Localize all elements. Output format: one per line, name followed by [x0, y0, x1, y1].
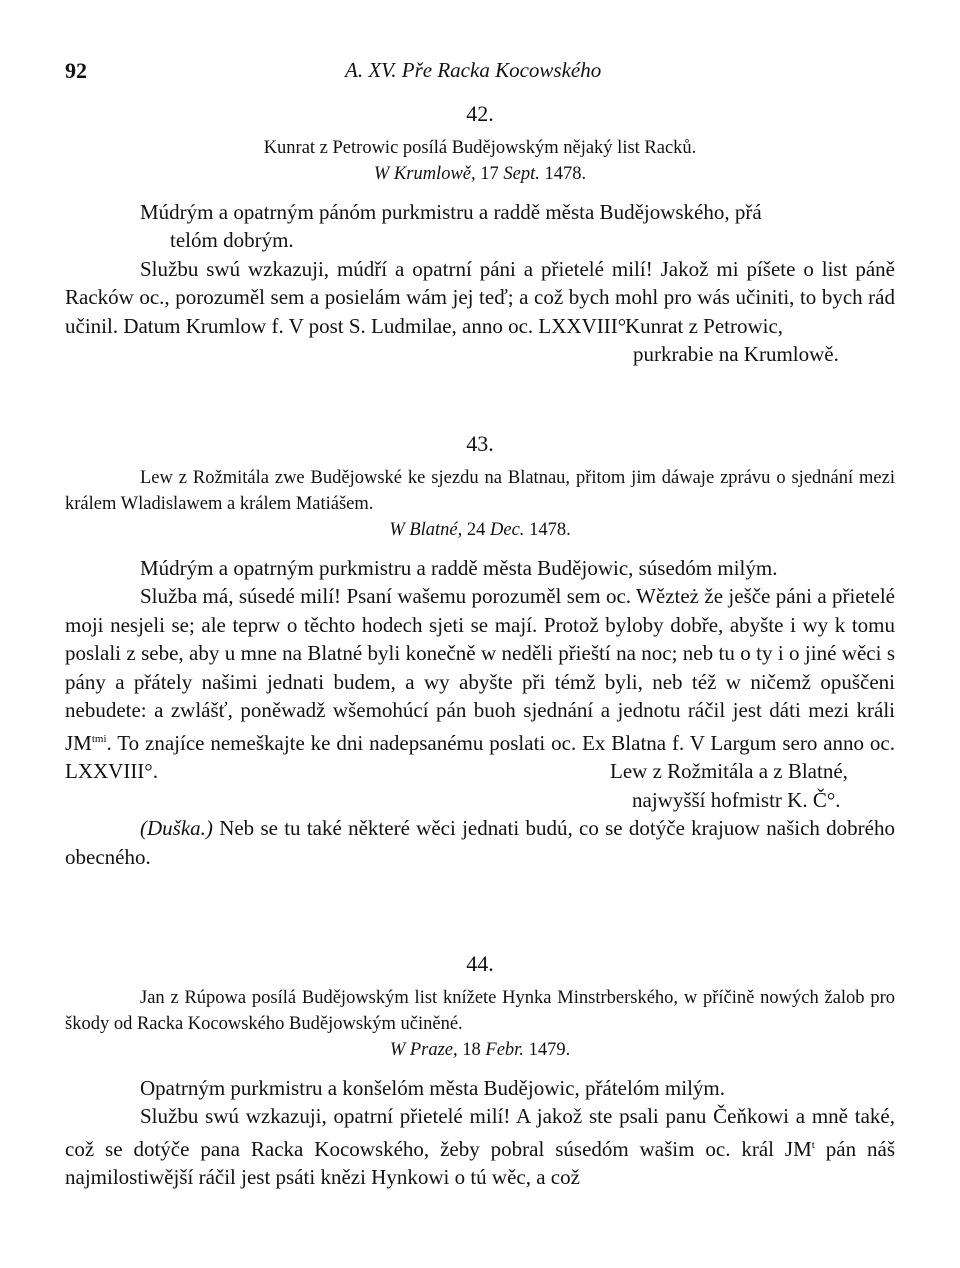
dateline-place: W Blatné, [389, 519, 463, 540]
postscript-text: Neb se tu také některé wěci jednati budú, co se dotýče krajuow našich dobrého obecného. [65, 816, 895, 869]
signature-line: Lew z Rožmitála a z Blatné, [610, 759, 848, 783]
signature-line: Kunrat z Petrowic, [625, 313, 784, 338]
letter-body-text: . To znajíce nemeškajte ke dni nadepsanému poslati oc. Ex Blatna f. V Largum sero anno oc. LXXVIII°. [65, 730, 895, 783]
document-number: 42. [466, 101, 494, 126]
dateline-month: Febr. [485, 1039, 524, 1060]
document-number: 43. [466, 431, 494, 456]
dateline-month: Sept. [503, 163, 540, 184]
salutation-line: Múdrým a opatrným pánóm purkmistru a raddě města Budějowského, přá [140, 199, 762, 224]
dateline-year: 1478. [529, 519, 571, 540]
postscript [65, 814, 895, 871]
dateline-day: 17 [480, 163, 499, 184]
salutation-line: Opatrným purkmistru a konšelóm města Budějowic, přátelóm milým. [140, 1075, 725, 1100]
dateline-month: Dec. [490, 519, 525, 540]
document-42 [65, 100, 895, 369]
dateline [65, 517, 895, 544]
document-summary: Jan z Rúpowa posílá Budějowským list knížete Hynka Minstrberského, w příčině nowých žalob pro škody od Racka Kocowského Budějowským učiněné. [65, 987, 895, 1034]
letter-body: Službu swú wzkazuji, múdří a opatrní páni a přietelé milí! Jakož mi píšete o list páně Racków oc., porozuměl sem a posielám wám jej teď; a což bych mohl pro wás učiniti, to bych rád učinil. Datum Krumlow f. V post S. Ludmilae, anno oc. LXXVIII°. [65, 256, 895, 338]
document-43 [65, 430, 895, 871]
postscript-speaker: (Duška.) [140, 816, 213, 840]
signature-line: najwyšší hofmistr K. Č°. [632, 787, 841, 812]
letter-body [65, 1102, 895, 1192]
dateline-year: 1479. [528, 1039, 571, 1060]
page-header [65, 58, 895, 88]
dateline-year: 1478. [544, 163, 587, 184]
dateline [65, 161, 895, 188]
dateline-place: W Krumlowě, [373, 163, 476, 184]
letter-body-text: Služba má, súsedé milí! Psaní wašemu porozuměl sem oc. Wězteż že ješče páni a přietelé moji nesjeli se; ale teprw o těchto hodech sjeti se mají. Protož byloby dobře, abyšte i wy k tomu poslali z sebe, aby u mne na Blatné byli konečně w neděli přieští na noc; neb tu o ty i o jiné wěci s pány a přátely našimi jednati budem, a wy abyšte při témž byli, neb též w ničemž opuščeni nebudete: a zwlášť, poněwadž wšemohúcí pán buoh sjednání a jednotu ráčil jest dáti mezi králi JM [65, 584, 895, 755]
dateline [65, 1037, 895, 1064]
letter-body-text: Službu swú wzkazuji, opatrní přietelé milí! A jakož ste psali panu Čeňkowi a mně také, což se dotýče pana Racka Kocowského, žeby pobral súsedóm wašim oc. král JM [65, 1104, 895, 1161]
document-44 [65, 950, 895, 1192]
dateline-place: W Praze, [389, 1039, 458, 1060]
dateline-day: 24 [466, 519, 486, 540]
signature-line: purkrabie na Krumlowě. [633, 342, 839, 366]
dateline-day: 18 [462, 1039, 481, 1060]
letter-body-text: pán náš najmilostiwější ráčil jest psáti knězi Hynkowi o tú wěc, a což [65, 1136, 895, 1189]
salutation-line: Múdrým a opatrným purkmistru a raddě města Budějowic, súsedóm milým. [140, 555, 778, 580]
salutation-line: telóm dobrým. [170, 228, 294, 252]
document-summary: Lew z Rožmitála zwe Budějowské ke sjezdu na Blatnau, přitom jim dáwaje zprávu o sjednání mezi králem Wladislawem a králem Matiášem. [65, 467, 895, 514]
document-number: 44. [466, 951, 494, 976]
signature [65, 757, 895, 814]
superscript-abbrev: t [811, 1138, 815, 1151]
document-summary: Kunrat z Petrowic posílá Budějowským nějaký list Racků. [263, 137, 697, 158]
page-number: 92 [65, 58, 87, 83]
letter-body [65, 582, 895, 786]
superscript-abbrev: tmi [91, 732, 107, 745]
running-head: A. XV. Pře Racka Kocowského [345, 58, 602, 82]
